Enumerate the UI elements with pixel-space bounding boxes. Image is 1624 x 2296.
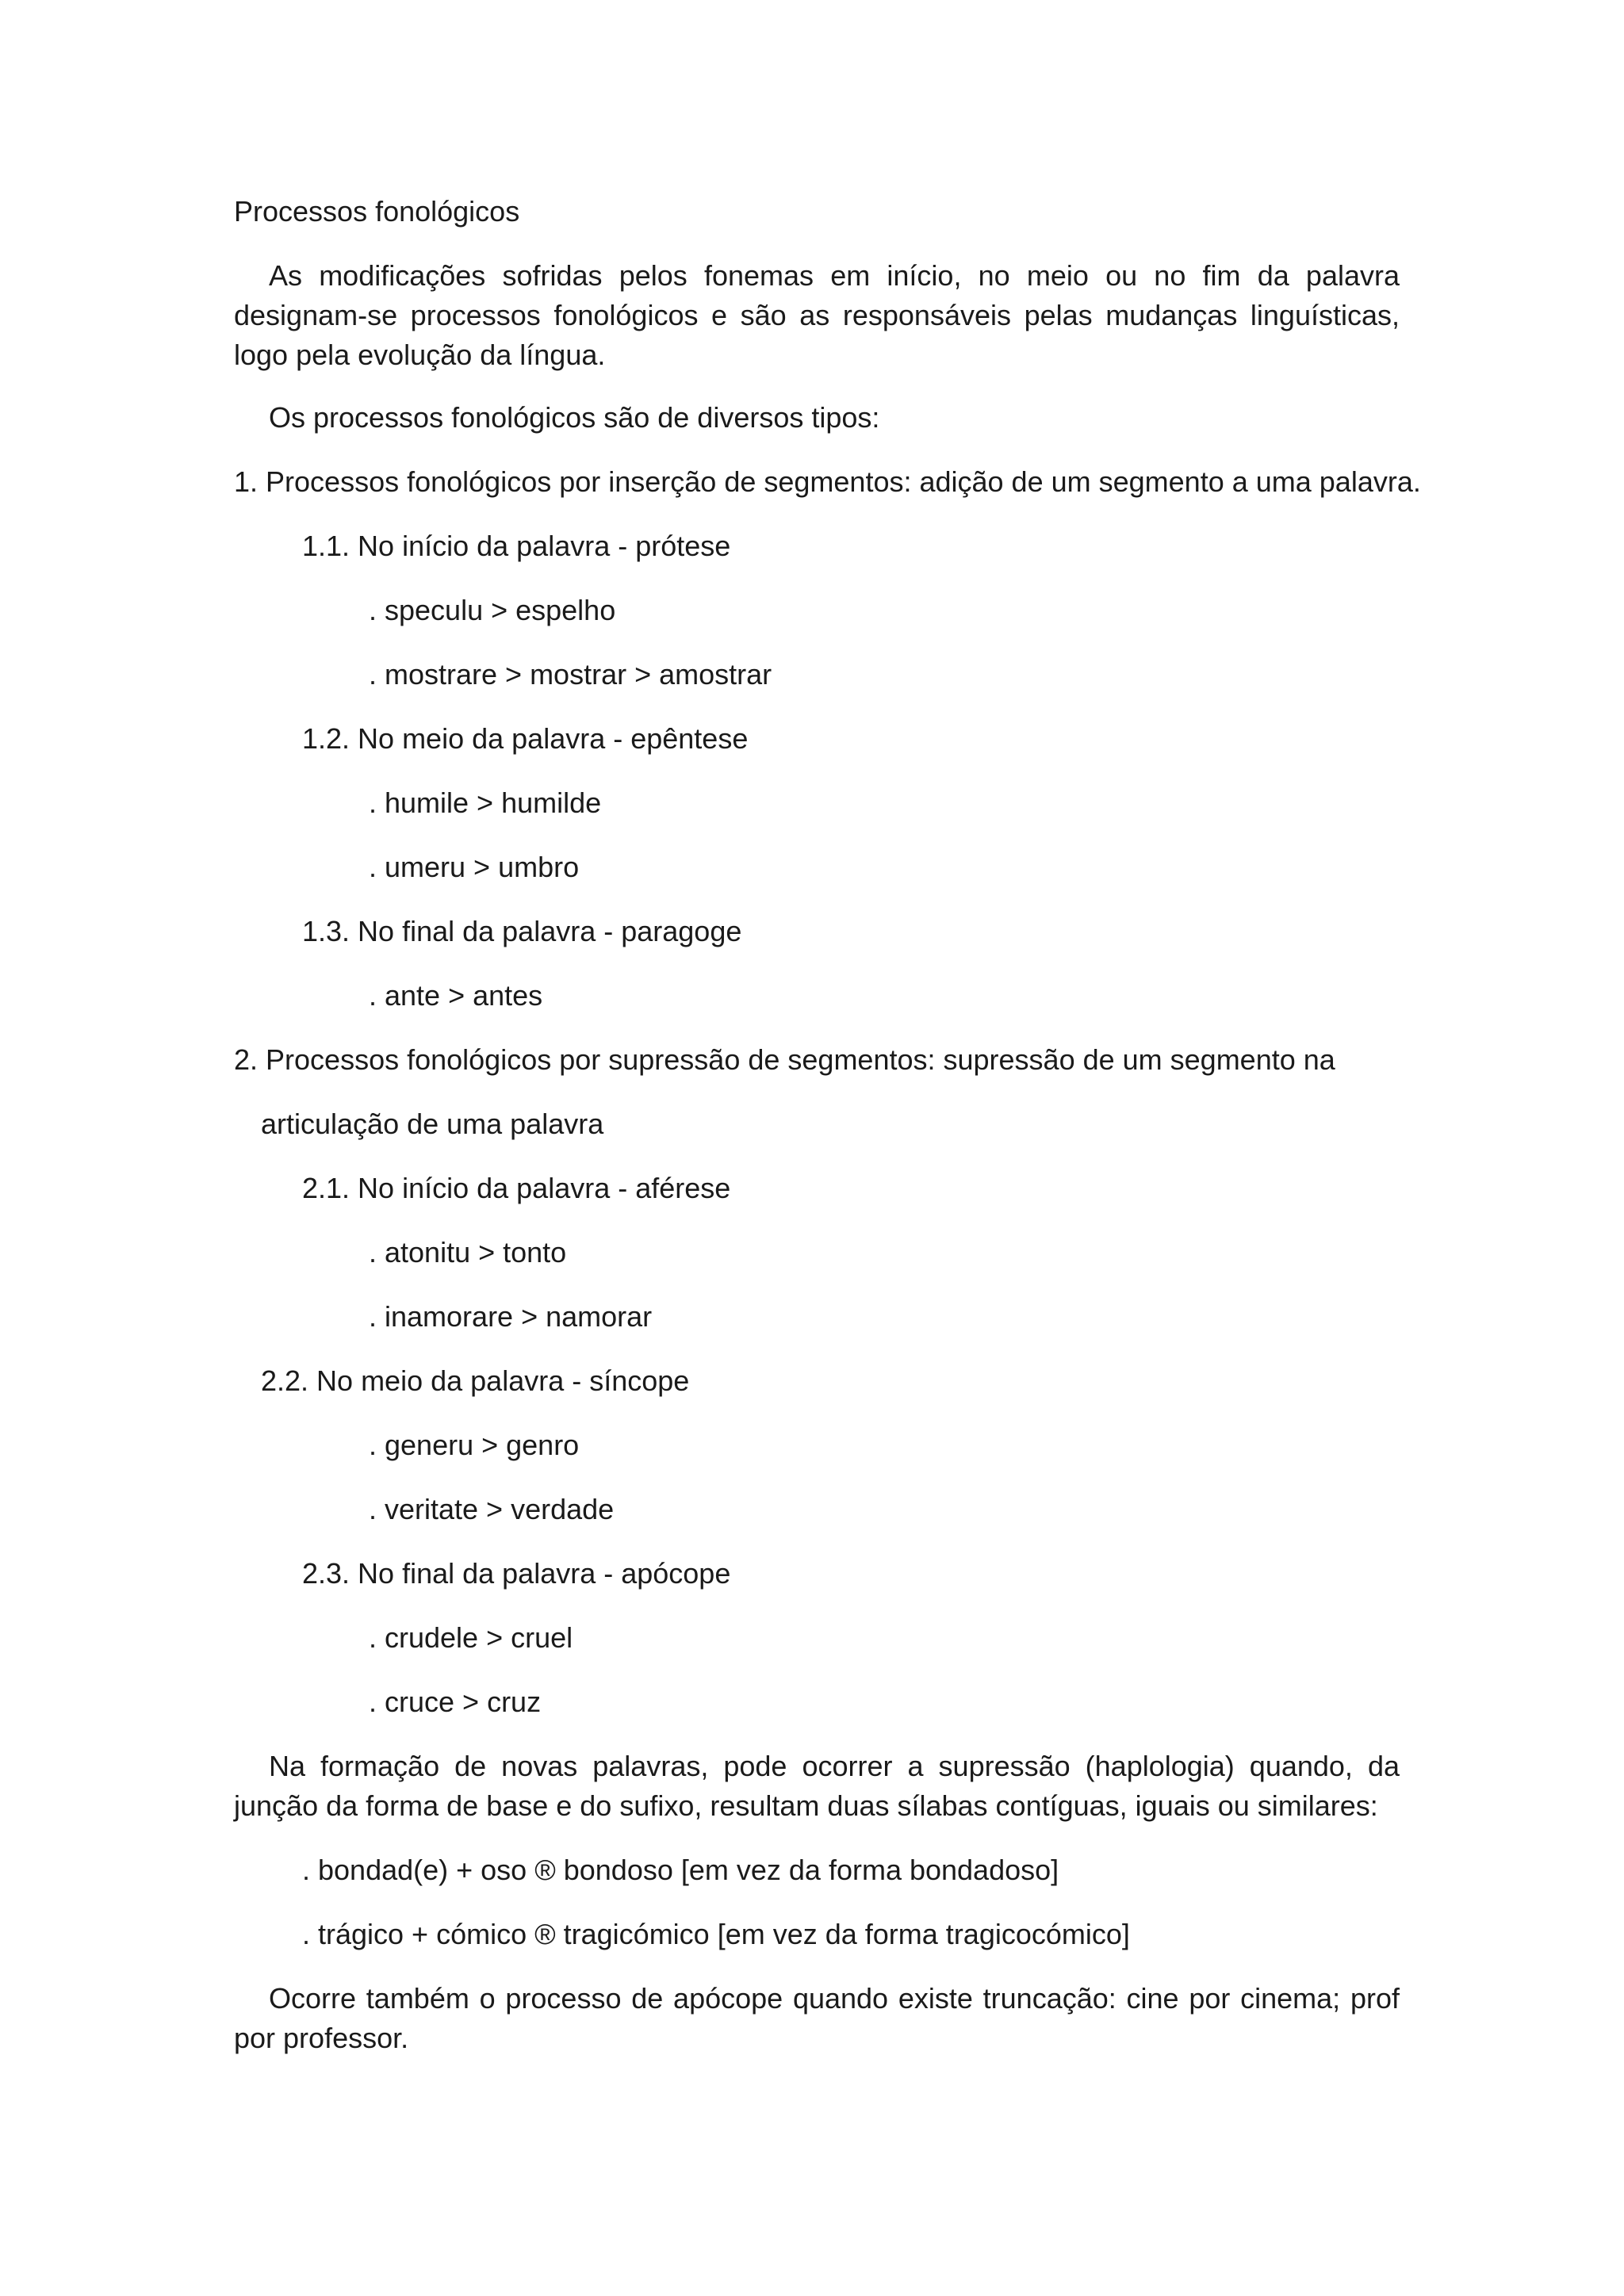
- section-1-2-heading: 1.2. No meio da palavra - epêntese: [302, 722, 749, 755]
- example-item: . atonitu > tonto: [369, 1236, 567, 1269]
- section-1-1-heading: 1.1. No início da palavra - prótese: [302, 530, 731, 562]
- example-item: . veritate > verdade: [369, 1493, 615, 1525]
- document-title: Processos fonológicos: [234, 195, 520, 228]
- truncation-paragraph: [234, 1979, 1400, 2058]
- section-2-1-heading: 2.1. No início da palavra - aférese: [302, 1172, 731, 1204]
- haplology-example: . trágico + cómico ® tragicómico [em vez da forma tragicocómico]: [302, 1918, 1130, 1950]
- types-intro: Os processos fonológicos são de diversos tipos:: [269, 401, 880, 434]
- example-item: . mostrare > mostrar > amostrar: [369, 658, 772, 691]
- example-item: . inamorare > namorar: [369, 1300, 653, 1333]
- example-item: . cruce > cruz: [369, 1686, 542, 1718]
- section-2-2-heading: 2.2. No meio da palavra - síncope: [261, 1364, 690, 1397]
- haplology-example: . bondad(e) + oso ® bondoso [em vez da forma bondadoso]: [302, 1854, 1059, 1886]
- intro-paragraph: [234, 256, 1400, 375]
- haplology-paragraph: [234, 1747, 1400, 1826]
- example-item: . ante > antes: [369, 979, 543, 1012]
- section-1-3-heading: 1.3. No final da palavra - paragoge: [302, 915, 742, 947]
- truncation-text: Ocorre também o processo de apócope quando existe truncação: cine por cinema; prof por professor.: [234, 1982, 1400, 2054]
- example-item: . umeru > umbro: [369, 851, 580, 883]
- haplology-text: Na formação de novas palavras, pode ocorrer a supressão (haplologia) quando, da junção da forma de base e do sufixo, resultam duas sílabas contíguas, iguais ou similares:: [234, 1750, 1400, 1822]
- section-2-3-heading: 2.3. No final da palavra - apócope: [302, 1557, 731, 1590]
- intro-text: As modificações sofridas pelos fonemas em início, no meio ou no fim da palavra designam-se processos fonológicos e são as responsáveis pelas mudanças linguísticas, logo pela evolução da língua.: [234, 259, 1400, 371]
- example-item: . speculu > espelho: [369, 594, 616, 626]
- example-item: . crudele > cruel: [369, 1621, 573, 1654]
- section-2-heading-line-2: articulação de uma palavra: [261, 1108, 604, 1140]
- section-1-heading: 1. Processos fonológicos por inserção de segmentos: adição de um segmento a uma palavra.: [234, 465, 1421, 498]
- section-2-heading-line-1: 2. Processos fonológicos por supressão de segmentos: supressão de um segmento na: [234, 1043, 1335, 1076]
- example-item: . humile > humilde: [369, 786, 602, 819]
- example-item: . generu > genro: [369, 1429, 580, 1461]
